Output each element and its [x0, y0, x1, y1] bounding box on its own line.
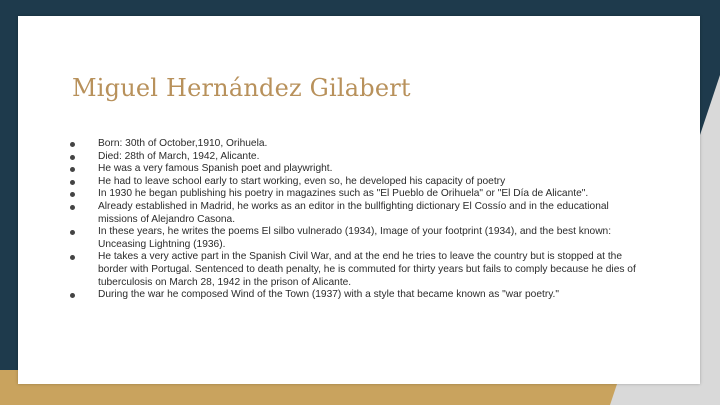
- bullet-item: [66, 226, 646, 251]
- bullet-text: Already established in Madrid, he works as an editor in the bullfighting dictionary El Cossío and in the educational missions of Alejandro Casona.: [98, 200, 609, 225]
- bullet-text: In these years, he writes the poems El silbo vulnerado (1934), Image of your footprint (1934), and the best known: Unceasing Lightning (1936).: [98, 226, 612, 250]
- bullet-item: [66, 188, 646, 201]
- bullet-dot-icon: [70, 230, 75, 235]
- bullet-text: During the war he composed Wind of the Town (1937) with a style that became known as "war poetry.": [98, 289, 559, 301]
- bullet-item: [66, 163, 646, 176]
- bullet-text: He takes a very active part in the Spanish Civil War, and at the end he tries to leave the country but is stopped at the border with Portugal. Sentenced to death penalty, he is commuted for thirty years but fails to comply because he dies of tuberculosis on March 28, 1942 in the prison of Alicante.: [98, 251, 636, 288]
- bullet-dot-icon: [70, 167, 75, 172]
- bullet-dot-icon: [70, 255, 75, 260]
- bullet-text: In 1930 he began publishing his poetry in magazines such as "El Pueblo de Orihuela" or "El Día de Alicante".: [98, 188, 589, 200]
- bullet-item: [66, 251, 646, 289]
- bullet-text: Born: 30th of October,1910, Orihuela.: [98, 138, 268, 149]
- bullet-dot-icon: [70, 192, 75, 197]
- bullet-dot-icon: [70, 180, 75, 185]
- bullet-text: He was a very famous Spanish poet and playwright.: [98, 163, 333, 175]
- bullet-text: Died: 28th of March, 1942, Alicante.: [98, 150, 260, 162]
- bullet-item: [66, 176, 646, 189]
- bullet-list: [66, 138, 646, 302]
- bullet-text: He had to leave school early to start working, even so, he developed his capacity of poetry: [98, 175, 506, 187]
- bullet-item: [66, 289, 646, 302]
- bullet-dot-icon: [70, 293, 75, 298]
- bullet-item: [66, 201, 646, 226]
- bullet-item: [66, 151, 646, 164]
- bullet-dot-icon: [70, 155, 75, 160]
- bullet-item: [66, 138, 646, 151]
- bullet-dot-icon: [70, 142, 75, 147]
- slide-card: [18, 16, 700, 384]
- bullet-dot-icon: [70, 205, 75, 210]
- slide-title: Miguel Hernández Gilabert: [72, 74, 411, 102]
